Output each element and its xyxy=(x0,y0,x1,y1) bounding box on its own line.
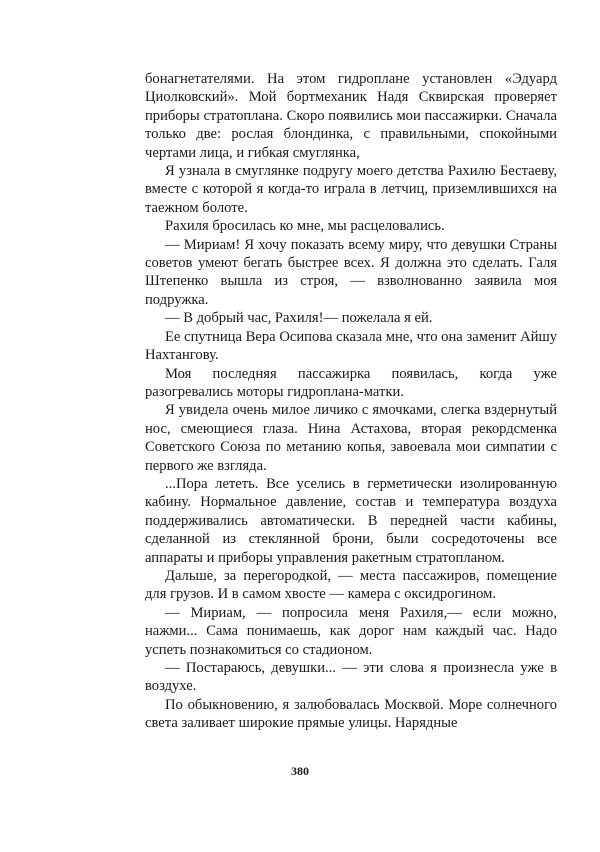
paragraph-13: По обыкновению, я залюбовалась Москвой. Море солнечного света заливает широкие прямые улицы. Нарядные xyxy=(145,696,557,732)
paragraph-2: Я узнала в смуглянке подругу моего детства Рахилю Бестаеву, вместе с которой я когда-то играла в летчиц, приземлившихся на таежном болоте. xyxy=(145,163,557,216)
paragraph-3: Рахиля бросилась ко мне, мы расцеловались. xyxy=(165,218,445,235)
paragraph-6: Ее спутница Вера Осипова сказала мне, что она заменит Айшу Нахтангову. xyxy=(145,328,557,364)
paragraph-11: — Мириам, — попросила меня Рахиля,— если можно, нажми... Сама понимаешь, как дорог нам каждый час. Надо успеть познакомиться со стадионом. xyxy=(145,604,557,658)
paragraph-5: — В добрый час, Рахиля!— пожелала я ей. xyxy=(165,310,433,327)
paragraph-10: Дальше, за перегородкой, — места пассажиров, помещение для грузов. И в самом хвосте — камера с оксидрогином. xyxy=(145,567,557,603)
paragraph-8: Я увидела очень милое личико с ямочками, слегка вздернутый нос, смеющиеся глаза. Нина Астахова, вторая рекордсменка Советского Союза по метанию копья, завоевала мои симпатии с первого же взгляда. xyxy=(145,402,557,474)
paragraph-1: бонагнетателями. На этом гидроплане установлен «Эдуард Циолковский». Мой бортмеханик Надя Сквирская проверяет приборы стратоплана. Скоро появились мои пассажирки. Сначала только две: рослая блондинка, с правильными, спокойными чертами лица, и гибкая смуглянка, xyxy=(145,71,557,161)
body-text xyxy=(145,70,557,733)
page-number: 380 xyxy=(291,764,309,778)
paragraph-4: — Мириам! Я хочу показать всему миру, что девушки Страны советов умеют бегать быстрее всех. Я должна это сделать. Галя Штепенко вышла из строя, — взволнованно заявила моя подружка. xyxy=(145,236,557,308)
paragraph-9: ...Пора лететь. Все уселись в герметически изолированную кабину. Нормальное давление, состав и температура воздуха поддерживались автоматически. В передней части кабины, сделанной из стеклянной брони, были сосредоточены все аппараты и приборы управления ракетным стратопланом. xyxy=(145,475,557,566)
paragraph-12: — Постараюсь, девушки... — эти слова я произнесла уже в воздухе. xyxy=(145,660,557,695)
paragraph-7: Моя последняя пассажирка появилась, когда уже разогревались моторы гидроплана-матки. xyxy=(145,365,557,400)
